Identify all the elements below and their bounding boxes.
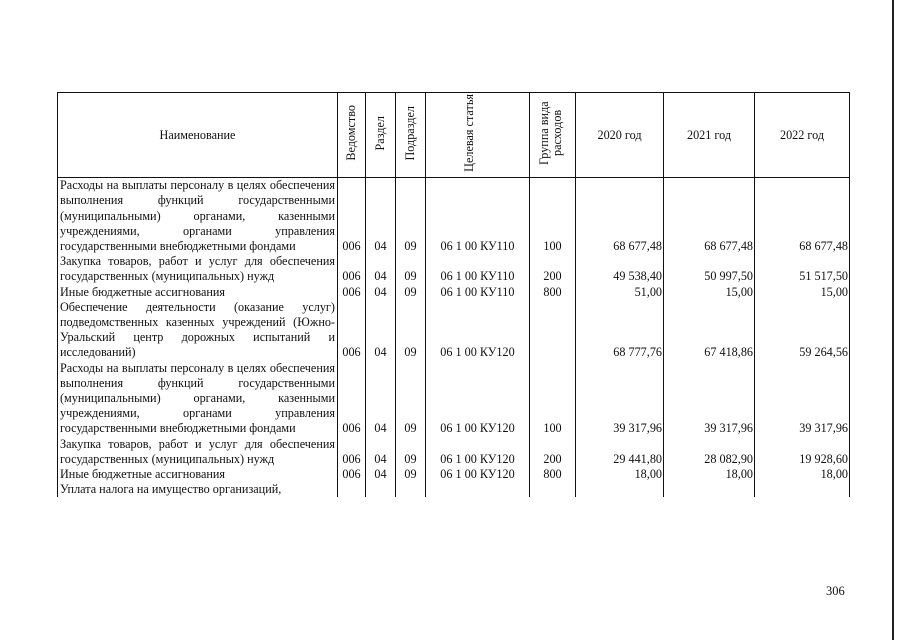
cell-group (530, 482, 576, 497)
cell-section: 04 (366, 285, 396, 300)
header-target: Целевая статья (426, 93, 530, 178)
cell-ministry: 006 (338, 467, 366, 482)
cell-group: 100 (530, 178, 576, 255)
cell-2021: 39 317,96 (664, 361, 755, 437)
cell-ministry: 006 (338, 254, 366, 284)
table-row (58, 361, 850, 437)
table-header-row (58, 93, 850, 178)
cell-target (426, 482, 530, 497)
cell-target: 06 1 00 КУ120 (426, 467, 530, 482)
cell-section (366, 482, 396, 497)
cell-group (530, 300, 576, 361)
cell-2022 (755, 482, 850, 497)
cell-subsection: 09 (396, 300, 426, 361)
cell-2021: 28 082,90 (664, 437, 755, 467)
header-name: Наименование (58, 93, 338, 178)
cell-subsection: 09 (396, 178, 426, 255)
cell-2022: 59 264,56 (755, 300, 850, 361)
cell-2020 (576, 482, 664, 497)
cell-name: Уплата налога на имущество организаций, (58, 482, 338, 497)
cell-target: 06 1 00 КУ120 (426, 300, 530, 361)
table-row (58, 300, 850, 361)
cell-2021: 15,00 (664, 285, 755, 300)
cell-subsection: 09 (396, 361, 426, 437)
cell-target: 06 1 00 КУ110 (426, 285, 530, 300)
cell-2020: 39 317,96 (576, 361, 664, 437)
cell-target: 06 1 00 КУ120 (426, 437, 530, 467)
page-number: 306 (826, 584, 845, 598)
cell-2020: 68 777,76 (576, 300, 664, 361)
page-edge-line (892, 0, 894, 640)
cell-name: Обеспечение деятельности (оказание услуг) подведомственных казенных учреждений (Южно-Уральский центр дорожных испытаний и исследований) (58, 300, 338, 361)
cell-2020: 18,00 (576, 467, 664, 482)
cell-subsection: 09 (396, 254, 426, 284)
cell-2022: 18,00 (755, 467, 850, 482)
header-subsection: Подраздел (396, 93, 426, 178)
table-row (58, 467, 850, 482)
cell-2022: 39 317,96 (755, 361, 850, 437)
cell-target: 06 1 00 КУ110 (426, 178, 530, 255)
cell-section: 04 (366, 300, 396, 361)
cell-2020: 29 441,80 (576, 437, 664, 467)
cell-target: 06 1 00 КУ110 (426, 254, 530, 284)
table-row (58, 254, 850, 284)
cell-2021: 18,00 (664, 467, 755, 482)
cell-ministry: 006 (338, 437, 366, 467)
cell-subsection: 09 (396, 467, 426, 482)
cell-2022: 68 677,48 (755, 178, 850, 255)
cell-section: 04 (366, 254, 396, 284)
cell-ministry: 006 (338, 285, 366, 300)
header-group: Группа вида расходов (530, 93, 576, 178)
cell-section: 04 (366, 361, 396, 437)
cell-2020: 49 538,40 (576, 254, 664, 284)
cell-2021 (664, 482, 755, 497)
cell-subsection: 09 (396, 437, 426, 467)
cell-section: 04 (366, 467, 396, 482)
table-row (58, 178, 850, 255)
header-2020: 2020 год (576, 93, 664, 178)
cell-2022: 19 928,60 (755, 437, 850, 467)
cell-group: 800 (530, 285, 576, 300)
cell-2021: 50 997,50 (664, 254, 755, 284)
cell-group: 100 (530, 361, 576, 437)
cell-group: 800 (530, 467, 576, 482)
cell-name: Расходы на выплаты персоналу в целях обеспечения выполнения функций государственными (муниципальными) органами, казенными учреждениями, органами управления государственными внебюджетными фондами (58, 361, 338, 437)
cell-target: 06 1 00 КУ120 (426, 361, 530, 437)
cell-subsection: 09 (396, 285, 426, 300)
table-row (58, 437, 850, 467)
cell-2021: 67 418,86 (664, 300, 755, 361)
header-2021: 2021 год (664, 93, 755, 178)
table-row (58, 482, 850, 497)
cell-section: 04 (366, 437, 396, 467)
cell-section: 04 (366, 178, 396, 255)
cell-ministry: 006 (338, 178, 366, 255)
header-section: Раздел (366, 93, 396, 178)
cell-name: Иные бюджетные ассигнования (58, 467, 338, 482)
header-2022: 2022 год (755, 93, 850, 178)
cell-2022: 15,00 (755, 285, 850, 300)
table-row (58, 285, 850, 300)
cell-2022: 51 517,50 (755, 254, 850, 284)
cell-2021: 68 677,48 (664, 178, 755, 255)
cell-ministry: 006 (338, 300, 366, 361)
cell-2020: 68 677,48 (576, 178, 664, 255)
cell-2020: 51,00 (576, 285, 664, 300)
cell-ministry (338, 482, 366, 497)
cell-group: 200 (530, 254, 576, 284)
cell-subsection (396, 482, 426, 497)
cell-group: 200 (530, 437, 576, 467)
budget-table (57, 92, 850, 497)
cell-ministry: 006 (338, 361, 366, 437)
cell-name: Закупка товаров, работ и услуг для обеспечения государственных (муниципальных) нужд (58, 437, 338, 467)
cell-name: Иные бюджетные ассигнования (58, 285, 338, 300)
cell-name: Закупка товаров, работ и услуг для обеспечения государственных (муниципальных) нужд (58, 254, 338, 284)
cell-name: Расходы на выплаты персоналу в целях обеспечения выполнения функций государственными (муниципальными) органами, казенными учреждениями, органами управления государственными внебюджетными фондами (58, 178, 338, 255)
header-ministry: Ведомство (338, 93, 366, 178)
